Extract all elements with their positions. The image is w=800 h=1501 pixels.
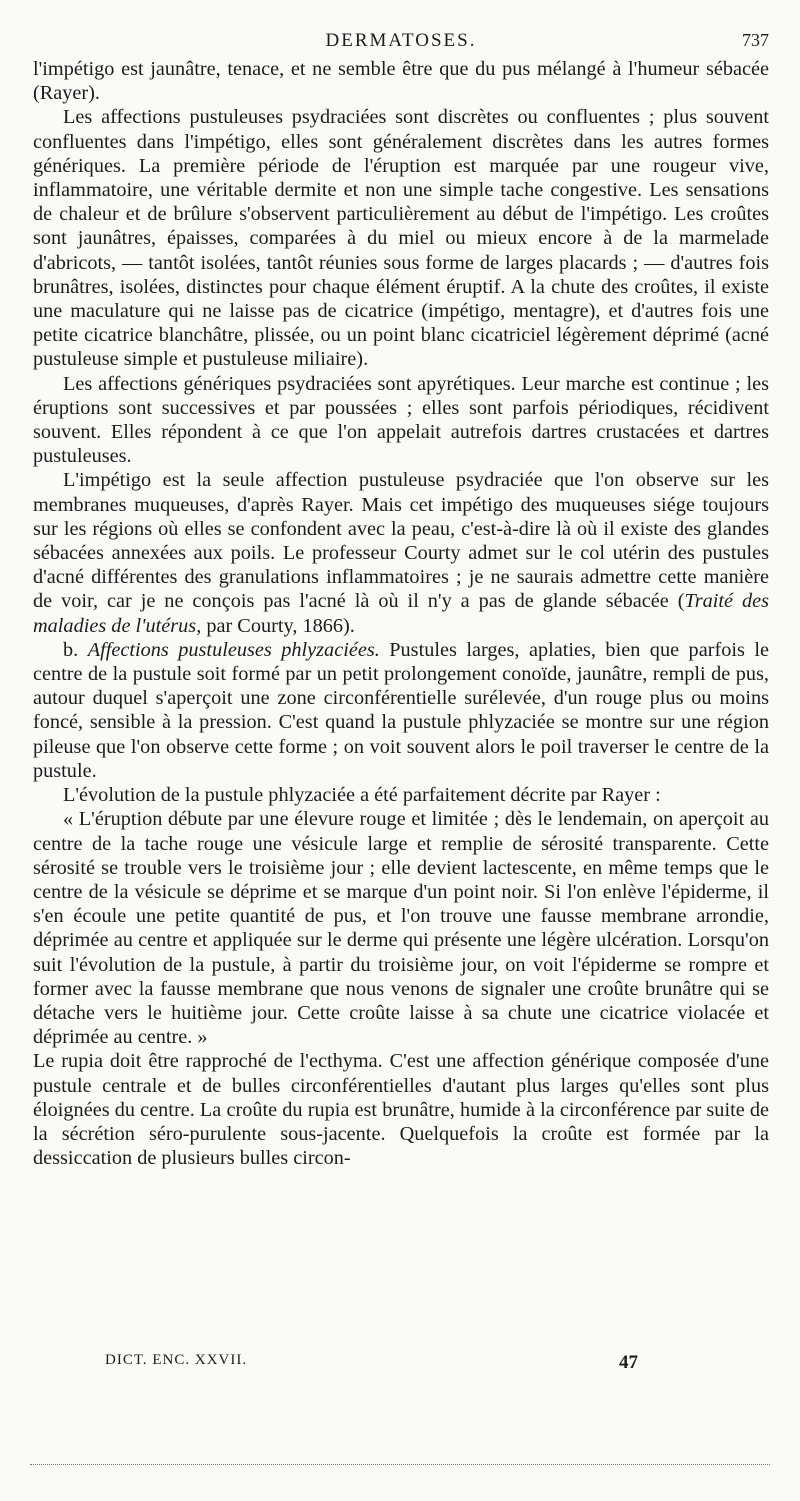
section-heading: Affections pustuleuses phlyzaciées. xyxy=(87,638,380,661)
running-head xyxy=(33,30,769,56)
paragraph-text: par Courty, 1866). xyxy=(201,614,355,637)
paragraph-text: L'impétigo est la seule affection pustuleuse psydraciée que l'on observe sur les membranes muqueuses, d'après Rayer. Mais cet impétigo des muqueuses siége toujours sur les régions où elles se confondent avec la peau, c'est-à-dire là où il existe des glandes sébacées annexées aux poils. Le professeur Courty admet sur le col utérin des pustules d'acné différentes des granulations inflammatoires ; je ne saurais admettre cette manière de voir, car je ne conçois pas l'acné là où il n'y a pas de glande sébacée ( xyxy=(33,469,769,613)
paragraph-impetigo-mucous xyxy=(33,468,769,637)
paragraph-text: Pustules larges, aplaties, bien que parfois le centre de la pustule soit formé par un petit prolongement conoïde, jaunâtre, rempli de pus, autour duquel s'aperçoit une zone circonférentielle surélevée, d'un rouge plus ou moins foncé, sensible à la pression. C'est quand la pustule phlyzaciée se montre sur une région pileuse que l'on observe cette forme ; on voit souvent alors le poil traverser le centre de la pustule. xyxy=(33,638,769,782)
paragraph: Les affections génériques psydraciées sont apyrétiques. Leur marche est continue ; les éruptions sont successives et par poussées ; elles sont parfois périodiques, récidivent souvent. Elles répondent à ce que l'on appelait autrefois dartres crustacées et dartres pustuleuses. xyxy=(33,372,769,468)
footer xyxy=(33,1352,769,1376)
running-title: DERMATOSES. xyxy=(325,30,477,51)
paragraph-continued: l'impétigo est jaunâtre, tenace, et ne semble être que du pus mélangé à l'humeur sébacée (Rayer). xyxy=(33,58,769,105)
section-letter: b. xyxy=(63,638,88,661)
signature-mark: DICT. ENC. XXVII. xyxy=(105,1352,248,1368)
book-title: Traité des maladies de l'utérus, xyxy=(33,590,769,637)
paragraph: Les affections pustuleuses psydraciées sont discrètes ou confluentes ; plus souvent confluentes dans l'impétigo, elles sont généralement discrètes dans les autres formes génériques. La première période de l'éruption est marquée par une rougeur vive, inflammatoire, une véritable dermite et non une simple tache congestive. Les sensations de chaleur et de brûlure s'observent particulièrement au début de l'impétigo. Les croûtes sont jaunâtres, épaisses, comparées à du miel ou mieux encore à de la marmelade d'abricots, — tantôt isolées, tantôt réunies sous forme de larges placards ; — d'autres fois brunâtres, isolées, distinctes pour chaque élément éruptif. A la chute des croûtes, il existe une maculature qui ne laisse pas de cicatrice (impétigo, mentagre), et d'autres fois une petite cicatrice blanchâtre, plissée, ou un point blanc cicatriciel légèrement déprimé (acné pustuleuse simple et pustuleuse miliaire). xyxy=(33,106,769,371)
signature-number: 47 xyxy=(619,1352,638,1373)
paragraph: Le rupia doit être rapproché de l'ecthyma. C'est une affection générique composée d'une pustule centrale et de bulles circonférentielles d'autant plus larges qu'elles sont plus éloignées du centre. La croûte du rupia est brunâtre, humide à la circonférence par suite de la sécrétion séro-purulente sous-jacente. Quelquefois la croûte est formée par la dessiccation de plusieurs bulles circon- xyxy=(33,1050,769,1170)
paragraph-section-b xyxy=(33,638,769,783)
body-text xyxy=(33,57,769,1170)
quotation: « L'éruption débute par une élevure rouge et limitée ; dès le lendemain, on aperçoit au centre de la tache rouge une vésicule large et remplie de sérosité transparente. Cette sérosité se trouble vers le troisième jour ; elle devient lactescente, en même temps que le centre de la vésicule se déprime et se marque d'un point noir. Si l'on enlève l'épiderme, il s'en écoule une petite quantité de pus, et l'on trouve une fausse membrane arrondie, déprimée au centre et appliquée sur le derme qui présente une légère ulcération. Lorsqu'on suit l'évolution de la pustule, à partir du troisième jour, on voit l'épiderme se rompre et former avec la fausse membrane que nous venons de signaler une croûte brunâtre qui se détache vers le huitième jour. Cette croûte laisse à sa chute une cicatrice violacée et déprimée au centre. » xyxy=(33,808,769,1049)
paragraph: L'évolution de la pustule phlyzaciée a été parfaitement décrite par Rayer : xyxy=(63,784,661,807)
bottom-dotted-rule xyxy=(30,1464,770,1465)
page-number: 737 xyxy=(742,30,769,50)
